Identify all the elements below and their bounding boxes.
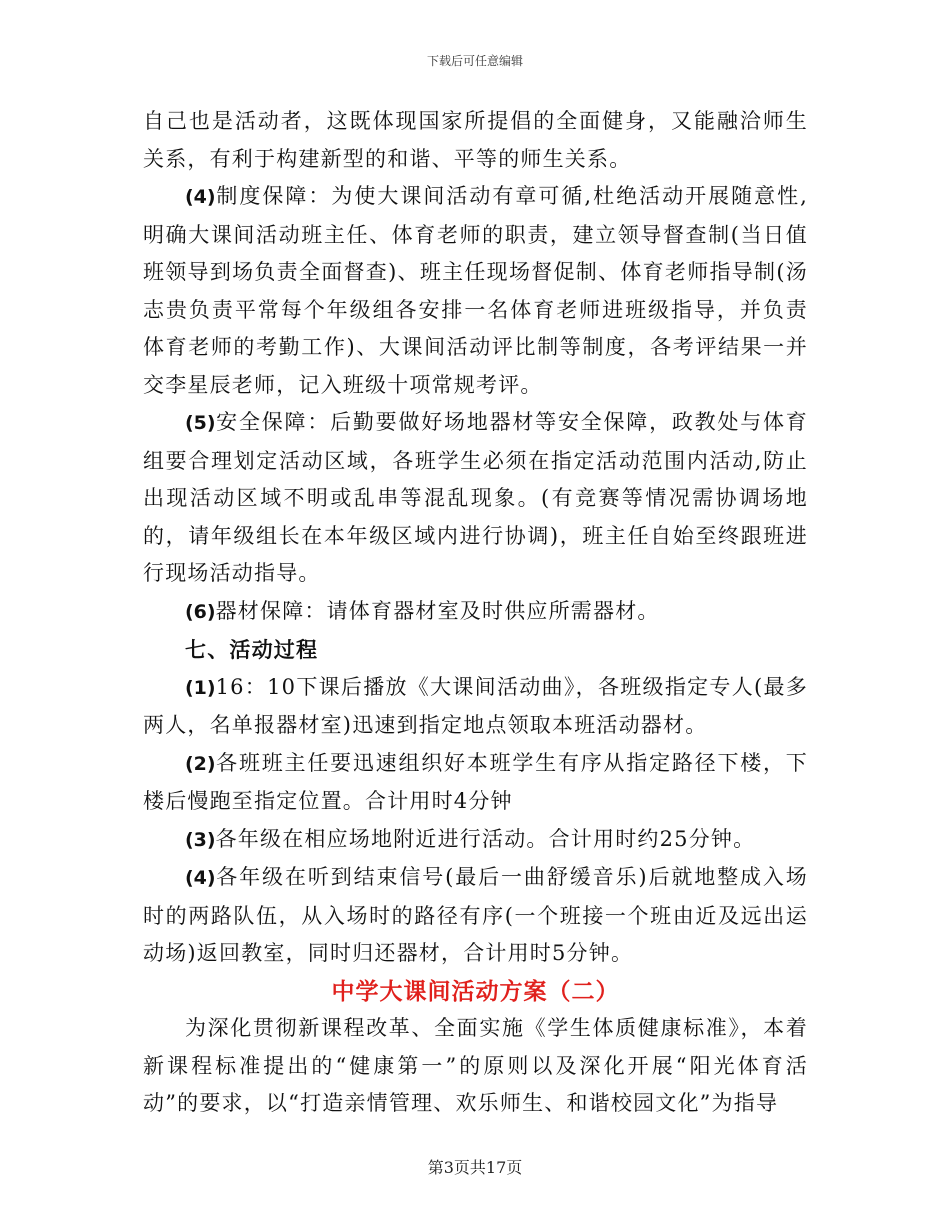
- item-6-text: 器材保障：请体育器材室及时供应所需器材。: [215, 598, 660, 623]
- step-1-number: (1): [185, 676, 216, 699]
- step-4-paragraph: [143, 859, 808, 973]
- intro-paragraph: 自己也是活动者，这既体现国家所提倡的全面健身，又能融洽师生关系，有利于构建新型的和谐、平等的师生关系。: [143, 109, 808, 171]
- step-3-number: (3): [185, 828, 216, 851]
- step-1-paragraph: [143, 669, 808, 745]
- document-body: [143, 103, 808, 1123]
- item-5-paragraph: [143, 404, 808, 593]
- step-2-text: 各班班主任要迅速组织好本班学生有序从指定路径下楼，下楼后慢跑至指定位置。合计用时4分钟: [143, 750, 808, 813]
- page-header: 下载后可任意编辑: [426, 54, 523, 68]
- step-1-text: 16：10下课后播放《大课间活动曲》，各班级指定专人(最多两人，名单报器材室)迅速到指定地点领取本班活动器材。: [143, 674, 808, 737]
- item-4-text: 制度保障：为使大课间活动有章可循,杜绝活动开展随意性,明确大课间活动班主任、体育老师的职责，建立领导督查制(当日值班领导到场负责全面督查)、班主任现场督促制、体育老师指导制(汤志贵负责平常每个年级组各安排一名体育老师进班级指导，并负责体育老师的考勤工作)、大课间活动评比制等制度，各考评结果一并交李星辰老师，记入班级十项常规考评。: [143, 184, 808, 397]
- closing-paragraph: 为深化贯彻新课程改革、全面实施《学生体质健康标准》，本着新课程标准提出的“健康第一”的原则以及深化开展“阳光体育活动”的要求，以“打造亲情管理、欢乐师生、和谐校园文化”为指导: [143, 1016, 808, 1115]
- item-5-text: 安全保障：后勤要做好场地器材等安全保障，政教处与体育组要合理划定活动区域，各班学生必须在指定活动范围内活动,防止出现活动区域不明或乱串等混乱现象。(有竞赛等情况需协调场地的，请年级组长在本年级区域内进行协调)，班主任自始至终跟班进行现场活动指导。: [143, 410, 808, 585]
- item-4-number: (4): [185, 186, 216, 208]
- section-heading: 七、活动过程: [185, 637, 319, 662]
- item-4-paragraph: [143, 178, 808, 404]
- step-4-number: (4): [185, 867, 216, 889]
- item-5-number: (5): [185, 412, 216, 434]
- item-6-number: (6): [185, 600, 216, 623]
- step-3-text: 各年级在相应场地附近进行活动。合计用时约25分钟。: [215, 826, 756, 851]
- step-4-text: 各年级在听到结束信号(最后一曲舒缓音乐)后就地整成入场时的两路队伍，从入场时的路径有序(一个班接一个班由近及远出运动场)返回教室，同时归还器材，合计用时5分钟。: [143, 865, 808, 965]
- item-6-paragraph: [143, 593, 808, 632]
- page-footer: 第3页共17页: [427, 1158, 523, 1177]
- step-2-number: (2): [185, 752, 216, 775]
- step-2-paragraph: [143, 745, 808, 821]
- step-3-paragraph: [143, 821, 808, 860]
- document-title: 中学大课间活动方案（二）: [331, 977, 620, 1005]
